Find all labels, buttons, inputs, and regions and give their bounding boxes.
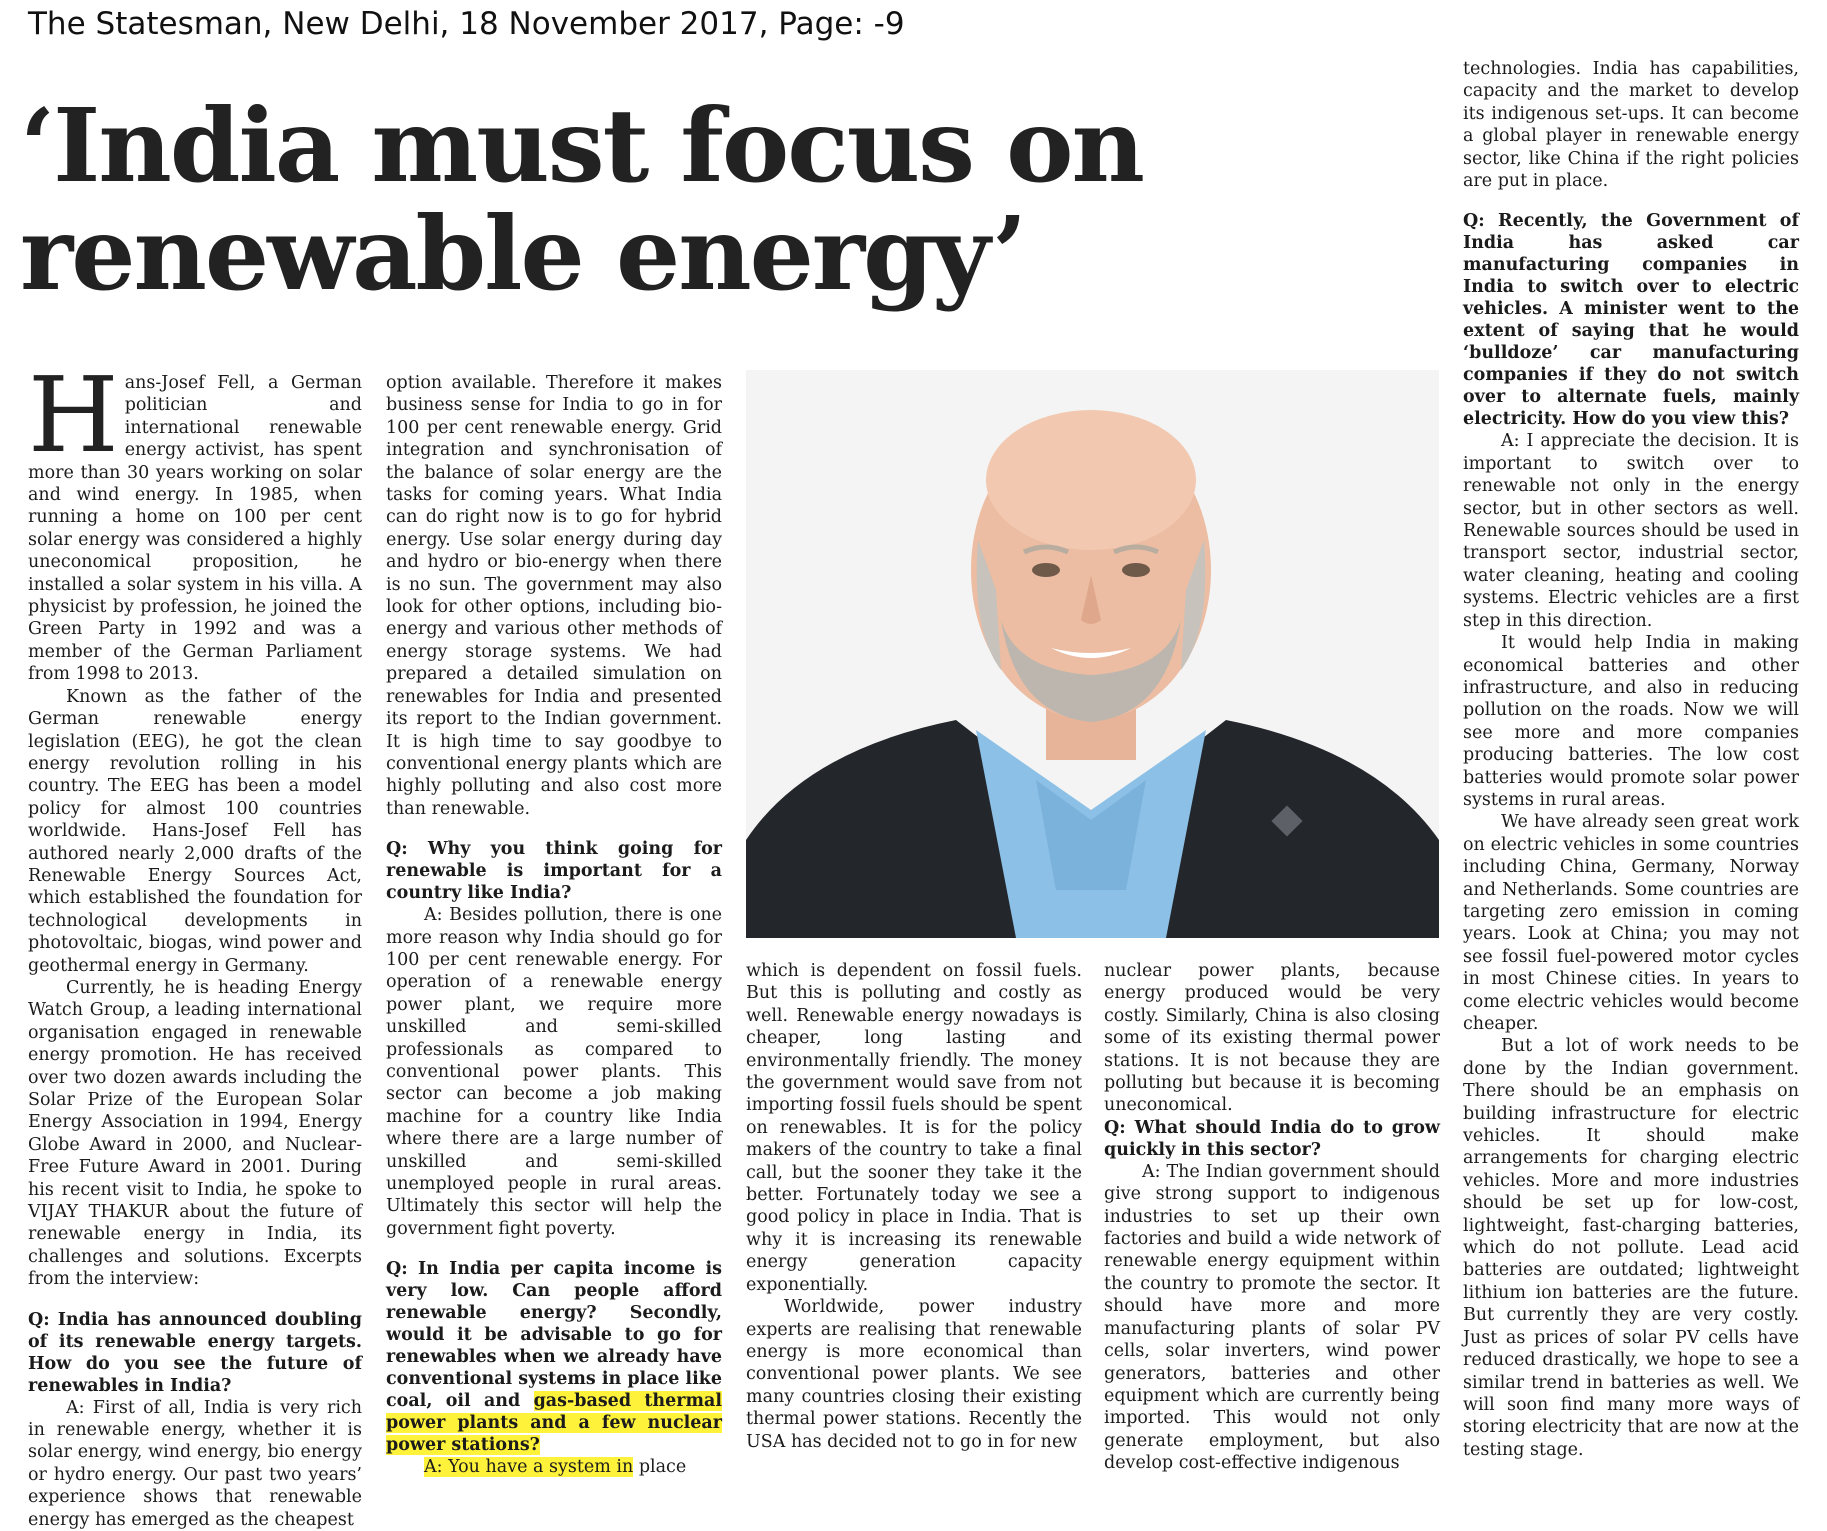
intro-paragraph: Hans-Josef Fell, a German politician and international renewable energy activist, has spent more than 30 years working on solar and wind energy. In 1985, when running a home on 100 per cent solar energy was considered a highly uneconomical proposition, he installed a solar system in his villa. A physicist by profession, he joined the Green Party in 1992 and was a member of the German Parliament from 1998 to 2013. bbox=[28, 354, 362, 685]
portrait-photo bbox=[746, 370, 1439, 938]
column-2 bbox=[386, 372, 722, 1479]
paragraph: But a lot of work needs to be done by the Indian government. There should be an emphasis on building infrastructure for electric vehicles. It should make arrangements for charging electric vehicles. More and more industries should be set up for low-cost, lightweight, fast-charging batteries, which do not pollute. Lead acid batteries are outdated; lightweight lithium ion batteries are the future. But currently they are very costly. Just as prices of solar PV cells have reduced drastically, we hope to see a similar trend in batteries as well. We will soon find many more ways of storing electricity that are now at the testing stage. bbox=[1463, 1036, 1799, 1460]
answer: A: I appreciate the decision. It is important to switch over to renewable not only in the energy sector, but in other sectors as well. Renewable sources should be used in transport sector, industrial sector, water cleaning, heating and cooling systems. Electric vehicles are a first step in this direction. bbox=[1463, 431, 1799, 631]
paragraph: technologies. India has capabilities, capacity and the market to develop its indigenous set-ups. It can become a global player in renewable energy sector, like China if the right policies are put in place. bbox=[1463, 59, 1799, 192]
answer: A: The Indian government should give strong support to indigenous industries to set up their own factories and build a wide network of renewable energy equipment within the country to promote the sector. It should have more and more manufacturing plants of solar PV cells, solar inverters, wind power generators, batteries and other equipment which are currently being imported. This would not only generate employment, but also develop cost-effective indigenous bbox=[1104, 1161, 1440, 1474]
paragraph: which is dependent on fossil fuels. But this is polluting and costly as well. Renewable energy nowadays is cheaper, long lasting and environmentally friendly. The money the government would save from not importing fossil fuels should be spent on renewables. It is for the policy makers of the country to take a final call, but the sooner they take it the better. Fortunately today we see a good policy in place in India. That is why it is increasing its renewable energy generation capacity exponentially. bbox=[746, 961, 1082, 1295]
answer: A: Besides pollution, there is one more reason why India should go for 100 per cent renewable energy. For operation of a renewable energy power plant, we require more unskilled and semi-skilled professionals as compared to conventional power plants. This sector can become a job making machine for a country like India where there are a large number of unskilled and semi-skilled unemployed people in rural areas. Ultimately this sector will help the government fight poverty. bbox=[386, 905, 722, 1239]
question: Q: Why you think going for renewable is important for a country like India? bbox=[386, 839, 722, 904]
highlighted-text: gas-based thermal power plants and a few nuclear power stations? bbox=[386, 1391, 723, 1456]
drop-cap: H bbox=[28, 354, 119, 476]
column-3 bbox=[746, 960, 1082, 1453]
question: Q: What should India do to grow quickly in this sector? bbox=[1104, 1117, 1440, 1160]
paragraph: We have already seen great work on electric vehicles in some countries including China, Germany, Norway and Netherlands. Some countries are targeting zero emission in coming years. Look at China; you may not see fossil fuel-powered motor cycles in most Chinese cities. In years to come electric vehicles would become cheaper. bbox=[1463, 812, 1799, 1034]
paragraph: It would help India in making economical batteries and other infrastructure, and also in reducing pollution on the roads. Now we will see more and more companies producing batteries. The low cost batteries would promote solar power systems in rural areas. bbox=[1463, 633, 1799, 810]
question: Q: Recently, the Government of India has asked car manufacturing companies in India to switch over to electric vehicles. A minister went to the extent of saying that he would ‘bulldoze’ car manufacturing companies if they do not switch over to alternate fuels, mainly electricity. How do you view this? bbox=[1463, 211, 1799, 430]
headline: ‘India must focus on renewable energy’ bbox=[20, 86, 1143, 313]
paragraph: option available. Therefore it makes business sense for India to go in for 100 per cent renewable energy. Grid integration and synchronisation of the balance of solar energy are the tasks for coming years. What India can do right now is to go for hybrid energy. Use solar energy during day and hydro or bio-energy when there is no sun. The government may also look for other options, including bio-energy and various other methods of energy storage systems. We had prepared a detailed simulation on renewables for India and presented its report to the Indian government. It is high time to say goodbye to conventional energy plants which are highly polluting and also cost more than renewable. bbox=[386, 373, 722, 819]
answer: A: First of all, India is very rich in renewable energy, whether it is solar energy, wind energy, bio energy or hydro energy. Our past two years’ experience shows that renewable energy has emerged as the cheapest bbox=[28, 1397, 362, 1530]
dateline: The Statesman, New Delhi, 18 November 2017, Page: -9 bbox=[28, 6, 905, 42]
column-1 bbox=[28, 354, 362, 1531]
paragraph: nuclear power plants, because energy produced would be very costly. Similarly, China is also closing some of its existing thermal power stations. It is not because they are polluting but because it is becoming uneconomical. bbox=[1104, 961, 1440, 1116]
paragraph: Worldwide, power industry experts are realising that renewable energy is more economical than conventional power plants. We see many countries closing their existing thermal power stations. Recently the USA has decided not to go in for new bbox=[746, 1297, 1082, 1452]
paragraph: Known as the father of the German renewable energy legislation (EEG), he got the clean energy revolution rolling in his country. The EEG has been a model policy for almost 100 countries worldwide. Hans-Josef Fell has authored nearly 2,000 drafts of the Renewable Energy Sources Act, which established the foundation for technological developments in photovoltaic, biogas, wind power and geothermal energy in Germany. bbox=[28, 686, 362, 976]
highlighted-text: A: You have a system in bbox=[424, 1457, 634, 1478]
column-5 bbox=[1463, 58, 1799, 1461]
paragraph: Currently, he is heading Energy Watch Group, a leading international organisation engaged in renewable energy promotion. He has received over two dozen awards including the Solar Prize of the European Solar Energy Association in 1994, Energy Globe Award in 2000, and Nuclear-Free Future Award in 2001. During his recent visit to India, he spoke to VIJAY THAKUR about the future of renewable energy in India, its challenges and solutions. Excerpts from the interview: bbox=[28, 977, 362, 1290]
question: Q: In India per capita income is very low. Can people afford renewable energy? Secondly, would it be advisable to go for renewables when we already have conventional systems in place like coal, oil and gas-based thermal power plants and a few nuclear power stations? bbox=[386, 1259, 723, 1456]
question: Q: India has announced doubling of its renewable energy targets. How do you see the future of renewables in India? bbox=[28, 1309, 362, 1396]
portrait-icon bbox=[746, 370, 1439, 938]
column-4 bbox=[1104, 960, 1440, 1475]
answer: A: You have a system in place bbox=[424, 1457, 687, 1478]
